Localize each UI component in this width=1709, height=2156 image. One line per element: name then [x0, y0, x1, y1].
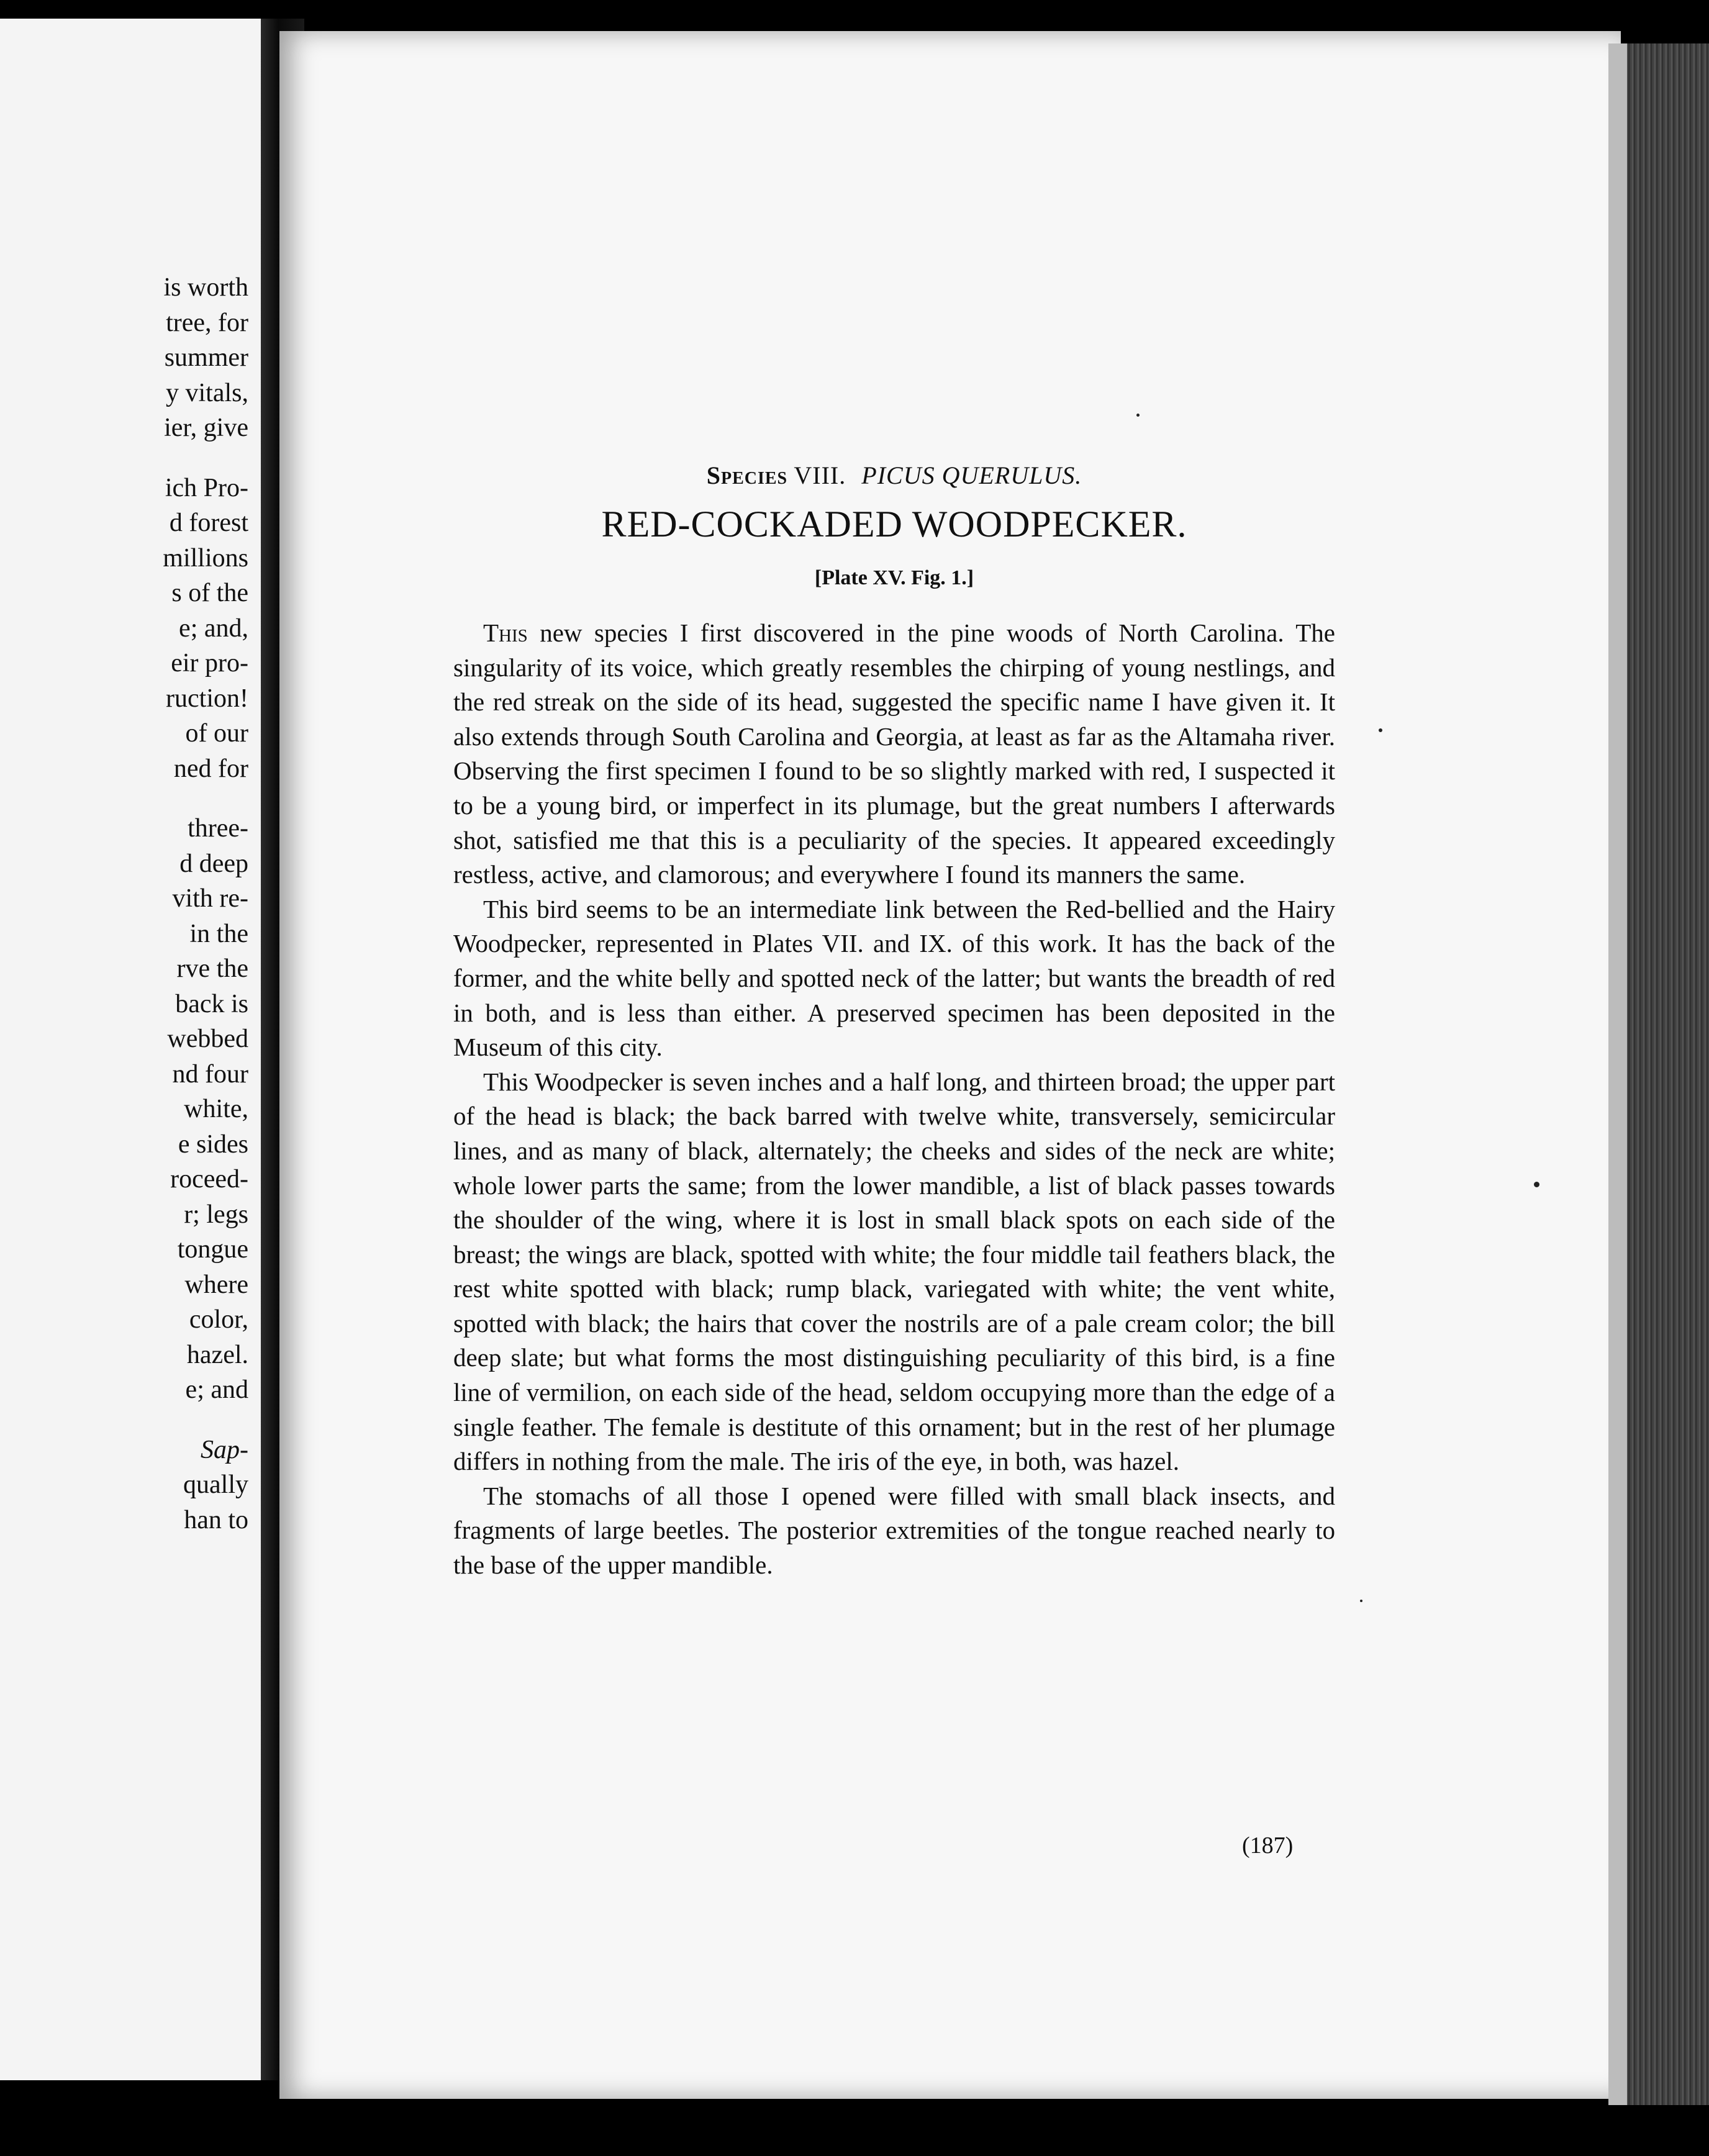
speck-mark	[1379, 728, 1382, 732]
paragraph-text: This Woodpecker is seven inches and a half long, and thirteen broad; the upper part of the head is black; the back barred with twelve white, transversely, semicircular lines, and as many of black, alternately; the cheeks and sides of the neck are white; whole lower parts the same; from the lower mandible, a list of black passes towards the shoulder of the wing, where it is lost in small black spots on each side of the breast; the wings are black, spotted with white; the four middle tail feathers black, the rest white spotted with black; rump black, variegated with white; the vent white, spotted with black; the hairs that cover the nostrils are of a pale cream color; the bill deep slate; but what forms the most distinguishing peculiarity of this bird, is a fine line of vermilion, on each side of the head, seldom occupying more than the edge of a single feather. The female is destitute of this ornament; but in the rest of her plumage differs in nothing from the male. The iris of the eye, in both, was hazel.	[453, 1067, 1335, 1476]
previous-page-line: color,	[189, 1305, 248, 1334]
previous-page-line: qually	[183, 1470, 248, 1499]
previous-page-line: s of the	[171, 579, 248, 607]
page-title: RED-COCKADED WOODPECKER.	[601, 504, 1187, 545]
previous-page-line: ier, give	[164, 414, 248, 442]
previous-page-line: e; and,	[179, 614, 248, 643]
previous-page-line: tree, for	[166, 308, 248, 337]
paragraph-4	[453, 1479, 1335, 1583]
paragraph-1	[453, 616, 1335, 892]
previous-page-line: tongue	[177, 1235, 248, 1264]
previous-page-line	[0, 786, 248, 811]
previous-page-line: white,	[184, 1095, 248, 1123]
previous-page-line: Sap-	[201, 1435, 248, 1464]
paragraph-text: This bird seems to be an intermediate link between the Red-bellied and the Hairy Woodpecker, represented in Plates VII. and IX. of this work. It has the back of the former, and the white belly and spotted neck of the latter; but wants the breadth of red in both, and is less than either. A preserved specimen has been deposited in the Museum of this city.	[453, 894, 1335, 1062]
previous-page-line: e sides	[178, 1130, 248, 1159]
scientific-name: PICUS QUERULUS.	[861, 461, 1082, 489]
previous-page-line: ich Pro-	[165, 473, 248, 502]
species-number: VIII.	[794, 461, 846, 489]
previous-page-line: webbed	[167, 1025, 248, 1053]
previous-page-line: back is	[175, 989, 248, 1018]
previous-page-text	[0, 270, 248, 1538]
book-page-edges	[1608, 43, 1709, 2105]
previous-page-line	[0, 1408, 248, 1433]
previous-page-line: rve the	[176, 954, 248, 983]
previous-page-line: r; legs	[184, 1200, 248, 1229]
paragraph-text: The stomachs of all those I opened were filled with small black insects, and fragments of large beetles. The posterior extremities of the tongue reached nearly to the base of the upper mandible.	[453, 1481, 1335, 1580]
previous-page-line: nd four	[172, 1059, 248, 1089]
paragraph-2	[453, 892, 1335, 1065]
page-number: (187)	[1242, 1832, 1294, 1859]
speck-mark	[1360, 1600, 1362, 1602]
previous-page-line: ruction!	[166, 684, 248, 713]
species-label: Species	[706, 461, 788, 489]
previous-page-line: eir pro-	[171, 649, 248, 677]
previous-page-line: millions	[163, 543, 248, 573]
current-page	[279, 31, 1621, 2099]
paragraph-lead: This	[483, 618, 528, 647]
previous-page-line: d forest	[169, 509, 248, 537]
previous-page-line: d deep	[179, 849, 248, 878]
page-edge-highlight	[1608, 43, 1627, 2105]
speck-mark	[1534, 1182, 1539, 1187]
previous-page-line: is worth	[163, 273, 248, 302]
body-text	[453, 616, 1335, 1583]
species-heading	[453, 461, 1335, 490]
previous-page-line: in the	[189, 919, 248, 948]
previous-page	[0, 19, 265, 2080]
previous-page-line: han to	[184, 1505, 248, 1534]
previous-page-line: where	[184, 1270, 248, 1299]
paragraph-text: new species I first discovered in the pine woods of North Carolina. The singularity of its voice, which greatly resembles the chirping of young nestlings, and the red streak on the side of its head, suggested the specific name I have given it. It also extends through South Carolina and Georgia, at least as far as the Altamaha river. Observing the first specimen I found to be so slightly marked with red, I suspected it to be a young bird, or imperfect in its plumage, but the great numbers I afterwards shot, satisfied me that this is a peculiarity of the species. It appeared exceedingly restless, active, and clamorous; and everywhere I found its manners the same.	[453, 618, 1335, 889]
previous-page-line: ned for	[173, 754, 248, 783]
previous-page-line: e; and	[185, 1375, 248, 1404]
previous-page-line: summer	[164, 343, 248, 372]
paragraph-3	[453, 1065, 1335, 1479]
previous-page-line: roceed-	[170, 1165, 248, 1194]
previous-page-line: of our	[185, 719, 248, 748]
previous-page-line: vith re-	[172, 884, 248, 913]
previous-page-line	[0, 446, 248, 471]
speck-mark	[1136, 414, 1140, 417]
previous-page-line: hazel.	[186, 1340, 248, 1369]
previous-page-line: y vitals,	[166, 378, 248, 407]
previous-page-line: three-	[188, 814, 248, 843]
plate-reference: [Plate XV. Fig. 1.]	[814, 566, 974, 589]
